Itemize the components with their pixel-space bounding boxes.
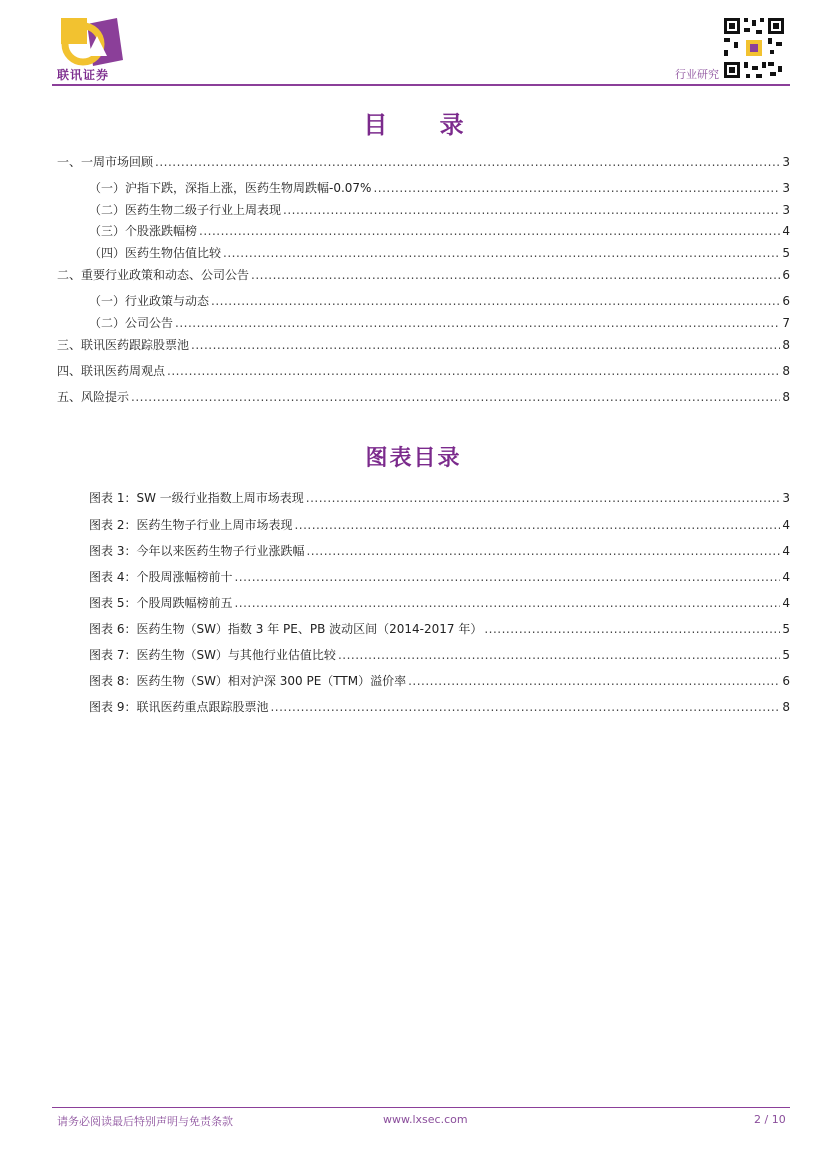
dot-leader [270,699,780,715]
figure-entry-label: 图表 7：医药生物（SW）与其他行业估值比较 [89,648,336,662]
toc-entry[interactable] [57,389,790,405]
section-label: 行业研究 [675,68,719,81]
figure-entry-label: 图表 2：医药生物子行业上周市场表现 [89,518,293,532]
toc-entry[interactable] [57,337,790,353]
dot-leader [191,337,780,353]
figure-entry-page: 3 [782,491,790,505]
figure-entry-page: 6 [782,674,790,688]
figure-entry[interactable] [89,595,790,611]
toc-entry-page: 8 [782,390,790,404]
toc-entry-label: 二、重要行业政策和动态、公司公告 [57,268,250,282]
figure-entry[interactable] [89,490,790,506]
dot-leader [408,673,780,689]
dot-leader [199,223,780,239]
figure-entry[interactable] [89,543,790,559]
figures-title: 图表目录 [365,446,462,471]
toc-entry-page: 5 [782,246,790,260]
header-divider [52,84,790,86]
page-header [0,0,827,92]
toc-entry-label: 三、联讯医药跟踪股票池 [57,338,190,352]
dot-leader [338,647,780,663]
dot-leader [484,621,780,637]
toc-entry-label: （二）公司公告 [89,316,174,330]
toc-entry-page: 3 [782,181,790,195]
figure-entry-page: 4 [782,518,790,532]
toc-title: 目 录 [363,111,486,139]
toc-entry-label: 一、一周市场回顾 [57,155,154,169]
dot-leader [234,569,780,585]
dot-leader [251,267,780,283]
dot-leader [294,517,780,533]
toc-entry-label: （三）个股涨跌幅榜 [89,224,198,238]
qr-code-icon [722,16,786,80]
figure-entry-page: 5 [782,648,790,662]
dot-leader [234,595,780,611]
figure-entry-page: 4 [782,596,790,610]
toc-entry-page: 8 [782,364,790,378]
toc-entry[interactable] [89,223,790,239]
figure-entry-label: 图表 8：医药生物（SW）相对沪深 300 PE（TTM）溢价率 [89,674,407,688]
figure-entry-page: 8 [782,700,790,714]
dot-leader [155,154,780,170]
toc-entry-label: （一）行业政策与动态 [89,294,210,308]
figure-entry-label: 图表 9：联讯医药重点跟踪股票池 [89,700,269,714]
toc-entry-label: （一）沪指下跌，深指上涨，医药生物周跌幅-0.07% [89,181,372,195]
toc-entry-page: 4 [782,224,790,238]
figure-entry[interactable] [89,621,790,637]
figure-entry-page: 4 [782,544,790,558]
toc-entry-label: 五、风险提示 [57,390,130,404]
toc-entry-label: （二）医药生物二级子行业上周表现 [89,203,282,217]
figure-entry-page: 5 [782,622,790,636]
toc-entry-page: 3 [782,203,790,217]
toc-entry-page: 3 [782,155,790,169]
dot-leader [283,202,780,218]
figure-entry-label: 图表 6：医药生物（SW）指数 3 年 PE、PB 波动区间（2014-2017 年） [89,622,483,636]
toc-entry[interactable] [57,267,790,283]
toc-entry[interactable] [89,293,790,309]
figure-entry[interactable] [89,699,790,715]
toc-entry[interactable] [89,180,790,196]
dot-leader [306,490,781,506]
toc-entry-label: （四）医药生物估值比较 [89,246,222,260]
figure-entry[interactable] [89,569,790,585]
toc-entry[interactable] [57,363,790,379]
toc-entry-page: 8 [782,338,790,352]
toc-entry-page: 7 [782,316,790,330]
logo-text: 联讯证券 [57,68,110,82]
dot-leader [223,245,780,261]
footer-website[interactable]: www.lxsec.com [383,1113,468,1126]
toc-entry[interactable] [89,202,790,218]
figure-entry[interactable] [89,673,790,689]
footer-page-number: 2 / 10 [754,1113,786,1126]
figure-entry[interactable] [89,647,790,663]
figure-entry[interactable] [89,517,790,533]
figure-entry-label: 图表 5：个股周跌幅榜前五 [89,596,233,610]
toc-entry[interactable] [57,154,790,170]
toc-entry[interactable] [89,315,790,331]
dot-leader [306,543,780,559]
figure-entry-label: 图表 4：个股周涨幅榜前十 [89,570,233,584]
dot-leader [373,180,780,196]
dot-leader [211,293,780,309]
toc-entry-page: 6 [782,294,790,308]
dot-leader [175,315,780,331]
dot-leader [167,363,780,379]
toc-entry[interactable] [89,245,790,261]
figure-entry-label: 图表 3：今年以来医药生物子行业涨跌幅 [89,544,305,558]
footer-divider [52,1107,790,1108]
footer-disclaimer: 请务必阅读最后特别声明与免责条款 [57,1115,233,1128]
figure-entry-label: 图表 1：SW 一级行业指数上周市场表现 [89,491,304,505]
company-logo [57,14,127,70]
toc-entry-page: 6 [782,268,790,282]
toc-entry-label: 四、联讯医药周观点 [57,364,166,378]
figure-entry-page: 4 [782,570,790,584]
dot-leader [131,389,780,405]
